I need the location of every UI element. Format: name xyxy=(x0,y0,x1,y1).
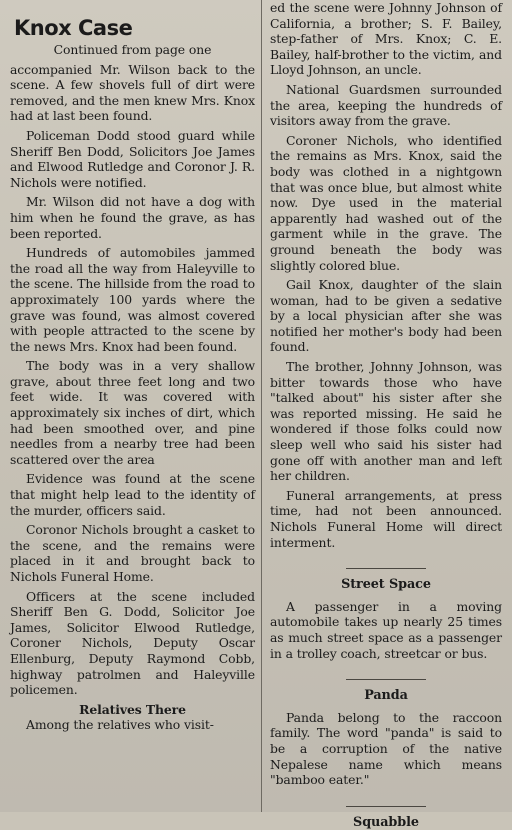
section-divider xyxy=(346,568,426,569)
section-divider xyxy=(346,679,426,680)
article-paragraph: The brother, Johnny Johnson, was bitter towards those who have "talked about" his sister after she was reported missing. He said he wondered if those folks could now sleep well who said his sister had gone off with another man and left her children. xyxy=(270,359,502,484)
article-paragraph: The body was in a very shallow grave, about three feet long and two feet wide. It was covered with approximately six inches of dirt, which had been smoothed over, and pine needles from a nearby tree had been scattered over the area xyxy=(10,358,255,467)
article-paragraph: Coronor Nichols brought a casket to the scene, and the remains were placed in it and brought back to Nichols Funeral Home. xyxy=(10,522,255,584)
section-divider xyxy=(346,806,426,807)
filler-title: Street Space xyxy=(341,577,431,593)
article-paragraph: ed the scene were Johnny Johnson of California, a brother; S. F. Bailey, step-father of Mrs. Knox; C. E. Bailey, half-brother to the victim, and Lloyd Johnson, an uncle. xyxy=(270,0,502,78)
article-paragraph: Gail Knox, daughter of the slain woman, had to be given a sedative by a local physician after she was notified her mother's body had been found. xyxy=(270,277,502,355)
article-paragraph: Hundreds of automobiles jammed the road all the way from Haleyville to the scene. The hillside from the road to approximately 100 yards where the grave was found, was almost covered with people attracted to the scene by the news Mrs. Knox had been found. xyxy=(10,245,255,354)
relatives-subhead: Relatives There xyxy=(79,701,186,717)
article-paragraph: Evidence was found at the scene that might help lead to the identity of the murder, officers said. xyxy=(10,471,255,518)
left-column xyxy=(10,0,255,812)
article-paragraph: National Guardsmen surrounded the area, keeping the hundreds of visitors away from the grave. xyxy=(270,81,502,129)
article-paragraph: accompanied Mr. Wilson back to the scene. A few shovels full of dirt were removed, and the men knew Mrs. Knox had at last been found. xyxy=(10,61,255,124)
article-paragraph: Funeral arrangements, at press time, had not been announced. Nichols Funeral Home will direct interment. xyxy=(270,487,502,550)
article-paragraph: Among the relatives who visit- xyxy=(26,717,214,733)
article-paragraph: Mr. Wilson did not have a dog with him when he found the grave, as has been reported. xyxy=(10,194,255,241)
continued-line: Continued from page one xyxy=(53,42,212,57)
column-divider xyxy=(261,0,262,812)
article-paragraph: Officers at the scene included Sheriff Ben G. Dodd, Solicitor Joe James, Solicitor Elwood Rutledge, Coroner Nichols, Deputy Oscar Ellenburg, Deputy Raymond Cobb, highway patrolmen and Haleyville policemen. xyxy=(10,588,255,698)
filler-title: Squabble xyxy=(353,814,419,830)
filler-body: A passenger in a moving automobile takes up nearly 25 times as much street space as a passenger in a trolley coach, streetcar or bus. xyxy=(270,598,502,661)
filler-title: Panda xyxy=(364,688,408,704)
article-headline: Knox Case xyxy=(14,16,133,40)
article-paragraph: Coroner Nichols, who identified the remains as Mrs. Knox, said the body was clothed in a nightgown that was once blue, but almost white now. Dye used in the material apparently had washed out of the garment while in the grave. The ground beneath the body was slightly colored blue. xyxy=(270,132,502,273)
filler-body: Panda belong to the raccoon family. The word "panda" is said to be a corruption of the native Nepalese name which means "bamboo eater." xyxy=(270,709,502,788)
right-column xyxy=(270,0,502,830)
article-paragraph: Policeman Dodd stood guard while Sheriff Ben Dodd, Solicitors Joe James and Elwood Rutledge and Coronor J. R. Nichols were notified. xyxy=(10,127,255,190)
